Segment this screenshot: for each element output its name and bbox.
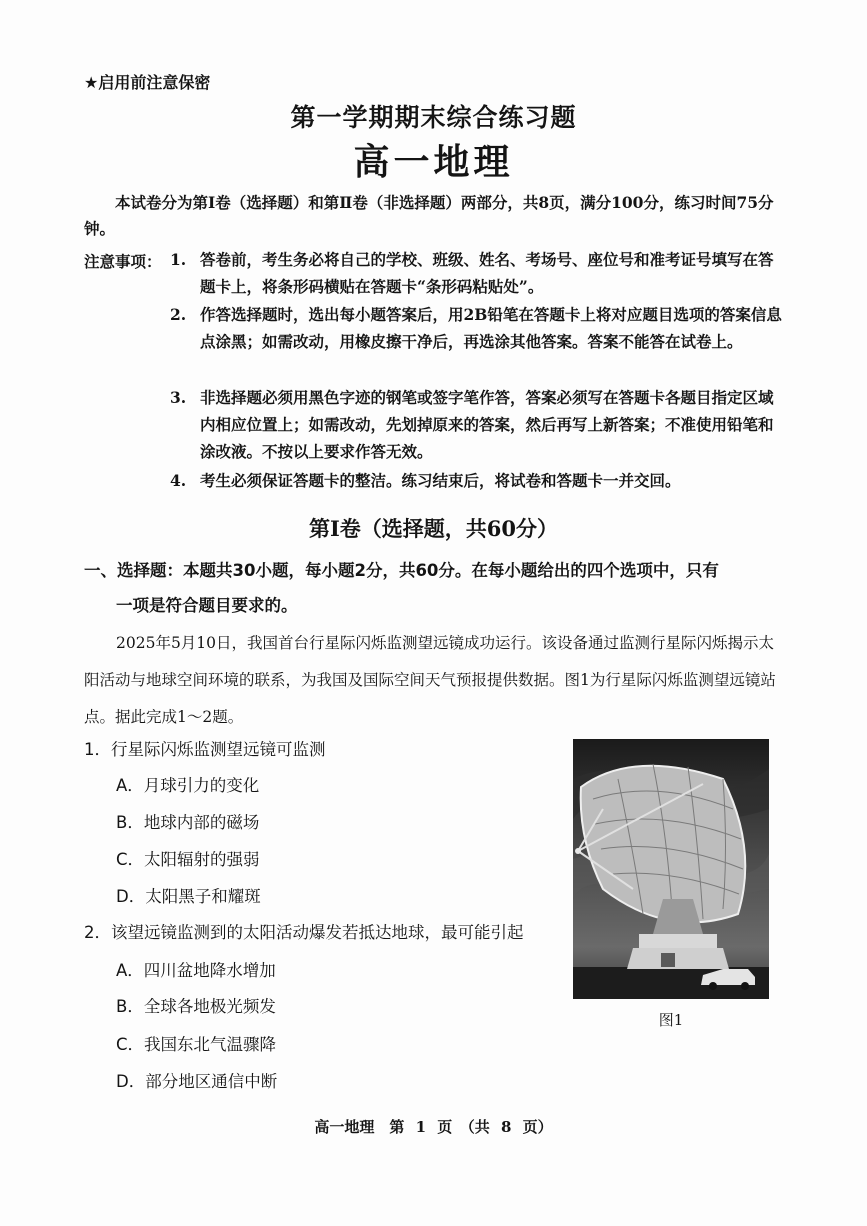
answer-option: C．太阳辐射的强弱 [116,850,260,869]
figure-caption: 图1 [658,1011,684,1029]
section-instruction-line: 一、选择题：本题共30小题，每小题2分，共60分。在每小题给出的四个选项中，只有 [84,561,719,580]
notice-item-text: 考生必须保证答题卡的整洁。练习结束后，将试卷和答题卡一并交回。 [200,471,681,490]
page-footer: 高一地理 第 1 页 （共 8 页） [314,1118,553,1136]
answer-option: C．我国东北气温骤降 [116,1035,277,1054]
answer-option: D．太阳黑子和耀斑 [116,887,261,906]
answer-option: A．月球引力的变化 [116,776,260,795]
exam-subtitle: 第一学期期末综合练习题 [290,103,577,132]
exam-title: 高一地理 [353,141,514,183]
confidential-mark: ★启用前注意保密 [84,73,211,92]
answer-option: A．四川盆地降水增加 [116,961,276,980]
notice-item-number: 4. [170,471,187,490]
question-stem: 2．该望远镜监测到的太阳活动爆发若抵达地球，最可能引起 [84,923,524,942]
section-instruction-line: 一项是符合题目要求的。 [116,596,298,615]
answer-option: B．地球内部的磁场 [116,813,260,832]
answer-option: D．部分地区通信中断 [116,1072,278,1091]
notice-item-number: 2. [170,305,187,324]
notice-item-number: 1. [170,250,187,269]
question-stem: 1．行星际闪烁监测望远镜可监测 [84,740,326,759]
answer-option: B．全球各地极光频发 [116,997,276,1016]
radio-telescope-photo-icon [573,739,769,999]
notice-label: 注意事项： [84,253,162,271]
notice-item-number: 3. [170,388,187,407]
notice-item-text: 非选择题必须用黑色字迹的钢笔或签字笔作答，答案必须写在答题卡各题目指定区域内相应位置上；如需改动，先划掉原来的答案，然后再写上新答案；不准使用铅笔和涂改液。不按以上要求作答无效。 [200,388,774,461]
notice-item-text: 答卷前，考生务必将自己的学校、班级、姓名、考场号、座位号和准考证号填写在答题卡上，将条形码横贴在答题卡“条形码粘贴处”。 [200,250,774,296]
notice-item-text: 作答选择题时，选出每小题答案后，用2B铅笔在答题卡上将对应题目选项的答案信息点涂黑；如需改动，用橡皮擦干净后，再选涂其他答案。答案不能答在试卷上。 [200,305,782,351]
section-instruction [84,553,784,623]
exam-intro: 本试卷分为第Ⅰ卷（选择题）和第Ⅱ卷（非选择题）两部分，共8页，满分100分，练习时间75分钟。 [84,193,774,238]
question-material: 2025年5月10日，我国首台行星际闪烁监测望远镜成功运行。该设备通过监测行星际闪烁揭示太阳活动与地球空间环境的联系，为我国及国际空间天气预报提供数据。图1为行星际闪烁监测望远镜站点。据此完成1～2题。 [84,634,776,726]
section-title: 第Ⅰ卷（选择题，共60分） [308,516,559,541]
